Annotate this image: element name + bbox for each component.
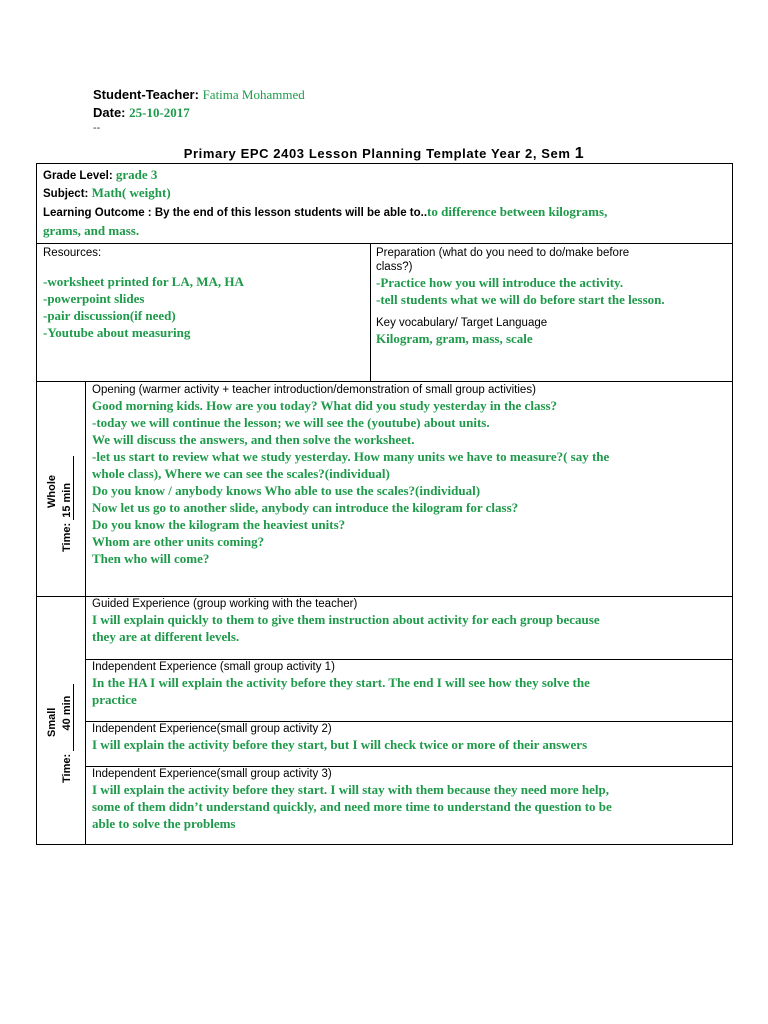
preparation-section (376, 246, 731, 347)
opening-line: Good morning kids. How are you today? What did you study yesterday in the class? (92, 398, 558, 413)
small-time-value-text: 40 min (61, 695, 73, 731)
ind2-label: Independent Experience(small group activity 2) (92, 723, 332, 735)
ind3-line: able to solve the problems (92, 816, 236, 831)
dash-line: -- (93, 122, 101, 134)
opening-section (92, 383, 730, 567)
guided-line: I will explain quickly to them to give them instruction about activity for each group because (92, 612, 600, 627)
resource-item: -Youtube about measuring (43, 325, 191, 340)
resources-box (36, 243, 733, 382)
independent-3-section (92, 767, 730, 832)
preparation-label-2: class?) (376, 261, 413, 273)
opening-line: whole class), Where we can see the scales?(individual) (92, 466, 390, 481)
outcome-prefix: By the end of this lesson students will be able to.. (154, 207, 428, 219)
preparation-item: -tell students what we will do before start the lesson. (376, 292, 665, 307)
subject-line (43, 184, 723, 203)
whole-time-value (61, 456, 74, 519)
opening-line: Whom are other units coming? (92, 534, 265, 549)
resource-item: -worksheet printed for LA, MA, HA (43, 274, 244, 289)
resource-item: -powerpoint slides (43, 291, 145, 306)
ind3-line: some of them didn’t understand quickly, and need more time to understand the question to be (92, 799, 612, 814)
title-text: Primary EPC 2403 Lesson Planning Template Year 2, Sem (183, 146, 571, 161)
student-teacher-label: Student-Teacher: (93, 87, 199, 102)
grade-label: Grade Level: (43, 170, 113, 182)
resources-section (43, 246, 363, 341)
opening-line: We will discuss the answers, and then solve the worksheet. (92, 432, 415, 447)
opening-line: -let us start to review what we study yesterday. How many units we have to measure?( say the (92, 449, 610, 464)
small-time-label: Time: (61, 753, 73, 783)
date-value: 25-10-2017 (129, 105, 190, 120)
preparation-item: -Practice how you will introduce the activity. (376, 275, 624, 290)
guided-section (92, 597, 730, 645)
opening-line: Now let us go to another slide, anybody can introduce the kilogram for class? (92, 500, 519, 515)
small-time-value (61, 684, 74, 750)
ind1-line: practice (92, 692, 137, 707)
opening-line: -today we will continue the lesson; we will see the (youtube) about units. (92, 415, 490, 430)
guided-label: Guided Experience (group working with the teacher) (92, 598, 358, 610)
info-content (43, 166, 723, 239)
outcome-value-2: grams, and mass. (43, 223, 140, 238)
whole-divider (85, 382, 86, 596)
date-label: Date: (93, 105, 126, 120)
date-line (93, 104, 693, 122)
vocab-label: Key vocabulary/ Target Language (376, 317, 548, 329)
ind1-label: Independent Experience (small group activity 1) (92, 661, 335, 673)
grade-value: grade 3 (115, 167, 158, 182)
independent-1-section (92, 660, 730, 708)
document-header (93, 86, 693, 134)
outcome-label: Learning Outcome : (43, 207, 152, 219)
opening-line: Do you know the kilogram the heaviest units? (92, 517, 346, 532)
student-teacher-line (93, 86, 693, 104)
opening-label: Opening (warmer activity + teacher introduction/demonstration of small group activities) (92, 384, 536, 396)
whole-time (61, 456, 74, 552)
resources-list (43, 273, 363, 341)
small-side-label: Small (46, 707, 58, 737)
whole-time-label: Time: (61, 522, 73, 552)
small-time (61, 684, 74, 783)
document-title (0, 145, 768, 163)
student-teacher-name: Fatima Mohammed (202, 87, 305, 102)
title-sem-number: 1 (574, 145, 585, 162)
ind2-line: I will explain the activity before they start, but I will check twice or more of their answers (92, 737, 588, 752)
opening-line: Then who will come? (92, 551, 210, 566)
whole-class-box (36, 381, 733, 597)
vocab-value: Kilogram, gram, mass, scale (376, 331, 533, 346)
info-box (36, 163, 733, 244)
whole-side-label: Whole (46, 475, 58, 508)
ind3-line: I will explain the activity before they start. I will stay with them because they need more help, (92, 782, 609, 797)
subject-label: Subject: (43, 188, 89, 200)
ind3-label: Independent Experience(small group activity 3) (92, 768, 332, 780)
subject-value: Math( weight) (91, 185, 171, 200)
whole-time-value-text: 15 min (61, 482, 73, 518)
grade-line (43, 166, 723, 184)
guided-line: they are at different levels. (92, 629, 240, 644)
ind1-line: In the HA I will explain the activity before they start. The end I will see how they solve the (92, 675, 590, 690)
resources-label: Resources: (43, 247, 102, 259)
resource-item: -pair discussion(if need) (43, 308, 176, 323)
preparation-label-1: Preparation (what do you need to do/make before (376, 247, 630, 259)
resources-divider (370, 244, 371, 381)
outcome-value-1: to difference between kilograms, (427, 204, 608, 219)
outcome-line (43, 203, 723, 222)
independent-2-section (92, 722, 730, 753)
small-group-box (36, 596, 733, 845)
opening-line: Do you know / anybody knows Who able to use the scales?(individual) (92, 483, 481, 498)
